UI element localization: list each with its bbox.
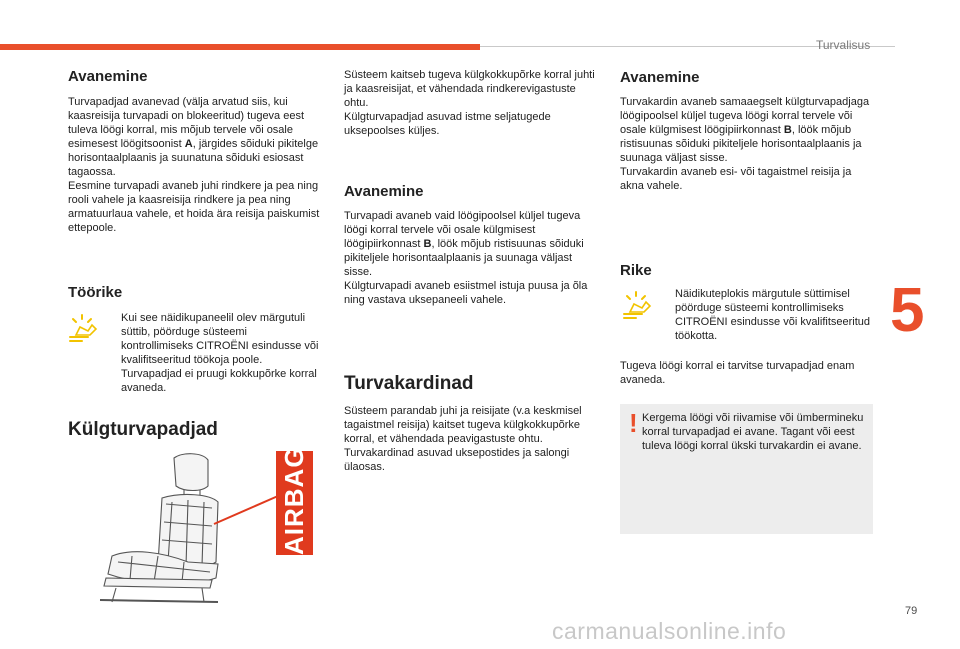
curtain-deployment-text: Turvakardin avaneb samaaegselt külgturvapadjaga löögipoolsel küljel tugeva löögi korral tervele või osale külgmisest löögipiirkonnast B, löök mõjub ristisuunas sõiduki pikiteljele horisontaalplaanis ja suunaga väljast sisse. Turvakardin avaneb esi- või tagaistmel reisija ja akna vahele. (620, 96, 870, 192)
lightbulb-icon (68, 313, 98, 343)
side-airbag-intro-text: Süsteem kaitseb tugeva külgkokkupõrke korral juhti ja kaasreisijat, et vähendada rindkerevigastuste ohtu. Külgturvapadjad asuvad istme seljatugede uksepoolses külјes. (344, 69, 595, 137)
watermark: carmanualsonline.info (552, 618, 787, 644)
frontal-deployment-text: Turvapadjad avanevad (välja arvatud siis, kui kaasreisija turvapadi on blokeeritud) tugeva eest tuleva löögi korral, mis mõjub tervele või osale esimesest löögitsoonist A, järgides sõiduki pikitelge horisontaalplaanis ja suunatuna sõiduki esiosast tagaossa. Eesmine turvapadi avaneb juhi rindkere ja pea ning rooli vahele ja kaasreisija rindkere ja pea ning armatuurlaua vahele, et hoida ära reisija paiskumist ettepoole. (68, 96, 320, 234)
rike-tip-text: Näidikuteplokis märgutule süttimisel pöörduge süsteemi kontrollimiseks CITROËNI esindusse või kvalifitseeritud töökotta. (675, 288, 871, 342)
rike-text: Tugeva löögi korral ei tarvitse turvapadjad enam avaneda. (620, 360, 855, 386)
warning-icon: ! (629, 408, 638, 438)
page-number: 79 (905, 605, 918, 617)
header-accent-bar (0, 44, 480, 50)
heading-rike: Rike (620, 262, 652, 279)
heading-avanemine-frontal: Avanemine (68, 68, 148, 85)
warning-text: Kergema löögi või riivamise või ümbermineku korral turvapadjad ei avane. Tagant või eest tuleva löögi korral ükski turvakardin ei avane. (642, 412, 864, 452)
chapter-number: 5 (890, 276, 925, 345)
heading-avanemine-side: Avanemine (344, 183, 424, 200)
heading-kulgturvapadjad: Külgturvapadjad (68, 419, 218, 440)
curtain-airbag-text: Süsteem parandab juhi ja reisijate (v.a keskmisel tagaistmel reisija) kaitset tugeva külgkokkupõrke korral, et vähendada peavigastuste ohtu. Turvakardinad asuvad uksepostides ja salongi ülaosas. (344, 405, 582, 473)
section-title: Turvalisus (816, 38, 871, 52)
heading-toorike: Töörike (68, 284, 123, 301)
toorike-tip-text: Kui see näidikupaneelil olev märgutuli süttib, pöörduge süsteemi kontrollimiseks CITROËNI esindusse või kvalifitseeritud töökoja poole. Turvapadjad ei pruugi kokkupõrke korral avaneda. (121, 312, 319, 394)
lightbulb-icon (622, 290, 652, 320)
heading-turvakardinad: Turvakardinad (344, 373, 474, 394)
side-deployment-text: Turvapadi avaneb vaid löögipoolsel küljel tugeva löögi korral tervele või osale külgmisest löögipiirkonnast B, löök mõjub ristisuunas sõiduki pikiteljele horisontaalplaanis ja suunaga väljast sisse. Külgturvapadi avaneb esiistmel istuja puusa ja õla ning vastava uksepaneeli vahele. (344, 210, 588, 306)
warning-box (620, 404, 873, 534)
heading-avanemine-curtain: Avanemine (620, 69, 700, 86)
airbag-label-text: AIRBAG (279, 446, 309, 555)
